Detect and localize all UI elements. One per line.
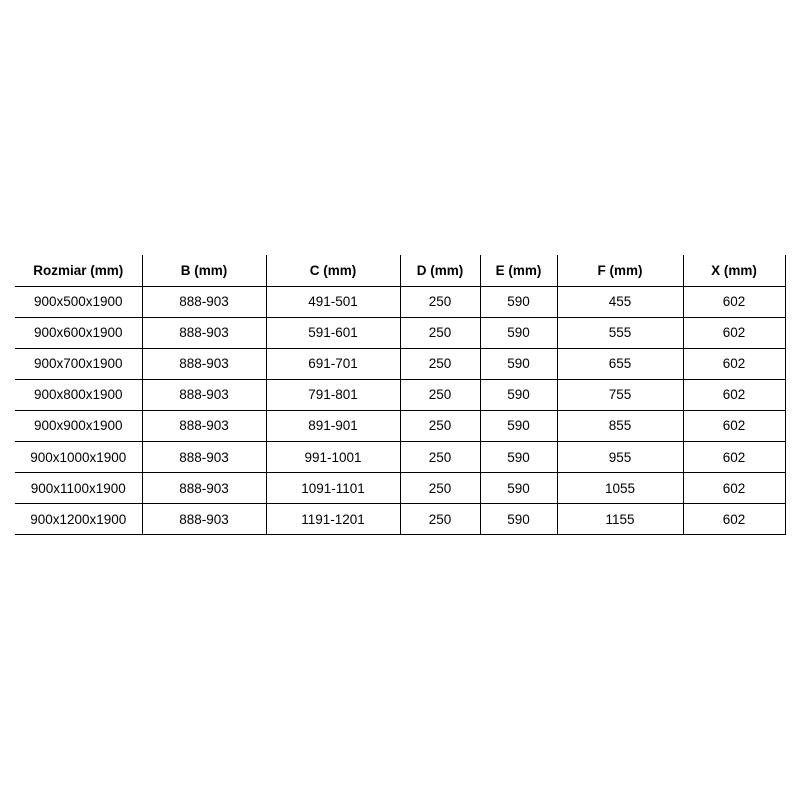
table-cell: 590: [480, 504, 557, 535]
column-header-e: E (mm): [480, 255, 557, 286]
table-cell: 888-903: [142, 286, 266, 317]
table-cell: 900x1100x1900: [15, 473, 142, 504]
table-cell: 888-903: [142, 441, 266, 472]
table-cell: 555: [557, 317, 683, 348]
table-cell: 900x700x1900: [15, 348, 142, 379]
table-cell: 602: [683, 504, 785, 535]
table-cell: 1155: [557, 504, 683, 535]
table-cell: 955: [557, 441, 683, 472]
dimensions-table: [15, 255, 786, 535]
table-cell: 888-903: [142, 348, 266, 379]
column-header-c: C (mm): [266, 255, 400, 286]
table-cell: 900x1200x1900: [15, 504, 142, 535]
table-cell: 1055: [557, 473, 683, 504]
table-cell: 691-701: [266, 348, 400, 379]
table-cell: 755: [557, 379, 683, 410]
table-row: [15, 504, 785, 535]
table-cell: 888-903: [142, 379, 266, 410]
table-cell: 888-903: [142, 317, 266, 348]
table-cell: 855: [557, 410, 683, 441]
table-row: [15, 473, 785, 504]
table-cell: 900x1000x1900: [15, 441, 142, 472]
table-cell: 590: [480, 348, 557, 379]
column-header-b: B (mm): [142, 255, 266, 286]
table-cell: 250: [400, 348, 480, 379]
table-cell: 590: [480, 286, 557, 317]
table-row: [15, 441, 785, 472]
table-cell: 655: [557, 348, 683, 379]
table-cell: 491-501: [266, 286, 400, 317]
table-cell: 250: [400, 379, 480, 410]
table-cell: 590: [480, 379, 557, 410]
table-cell: 888-903: [142, 504, 266, 535]
table-cell: 791-801: [266, 379, 400, 410]
table-cell: 888-903: [142, 473, 266, 504]
table-cell: 455: [557, 286, 683, 317]
table-cell: 602: [683, 473, 785, 504]
column-header-x: X (mm): [683, 255, 785, 286]
table-cell: 590: [480, 410, 557, 441]
table-row: [15, 348, 785, 379]
table-cell: 1091-1101: [266, 473, 400, 504]
table-cell: 888-903: [142, 410, 266, 441]
table-cell: 250: [400, 441, 480, 472]
table-cell: 891-901: [266, 410, 400, 441]
table-cell: 250: [400, 317, 480, 348]
table-cell: 602: [683, 348, 785, 379]
table-cell: 250: [400, 504, 480, 535]
table-cell: 1191-1201: [266, 504, 400, 535]
table-cell: 900x500x1900: [15, 286, 142, 317]
table-cell: 590: [480, 317, 557, 348]
table-row: [15, 317, 785, 348]
table-cell: 250: [400, 410, 480, 441]
table-cell: 900x600x1900: [15, 317, 142, 348]
dimensions-table-container: [15, 255, 786, 535]
table-cell: 900x900x1900: [15, 410, 142, 441]
table-row: [15, 410, 785, 441]
table-cell: 602: [683, 410, 785, 441]
table-cell: 590: [480, 473, 557, 504]
table-cell: 250: [400, 473, 480, 504]
column-header-f: F (mm): [557, 255, 683, 286]
table-cell: 602: [683, 286, 785, 317]
table-cell: 250: [400, 286, 480, 317]
table-cell: 602: [683, 441, 785, 472]
table-row: [15, 379, 785, 410]
header-row: [15, 255, 785, 286]
column-header-rozmiar: Rozmiar (mm): [15, 255, 142, 286]
table-cell: 590: [480, 441, 557, 472]
table-cell: 602: [683, 317, 785, 348]
table-cell: 602: [683, 379, 785, 410]
table-cell: 991-1001: [266, 441, 400, 472]
table-cell: 591-601: [266, 317, 400, 348]
table-cell: 900x800x1900: [15, 379, 142, 410]
column-header-d: D (mm): [400, 255, 480, 286]
table-row: [15, 286, 785, 317]
